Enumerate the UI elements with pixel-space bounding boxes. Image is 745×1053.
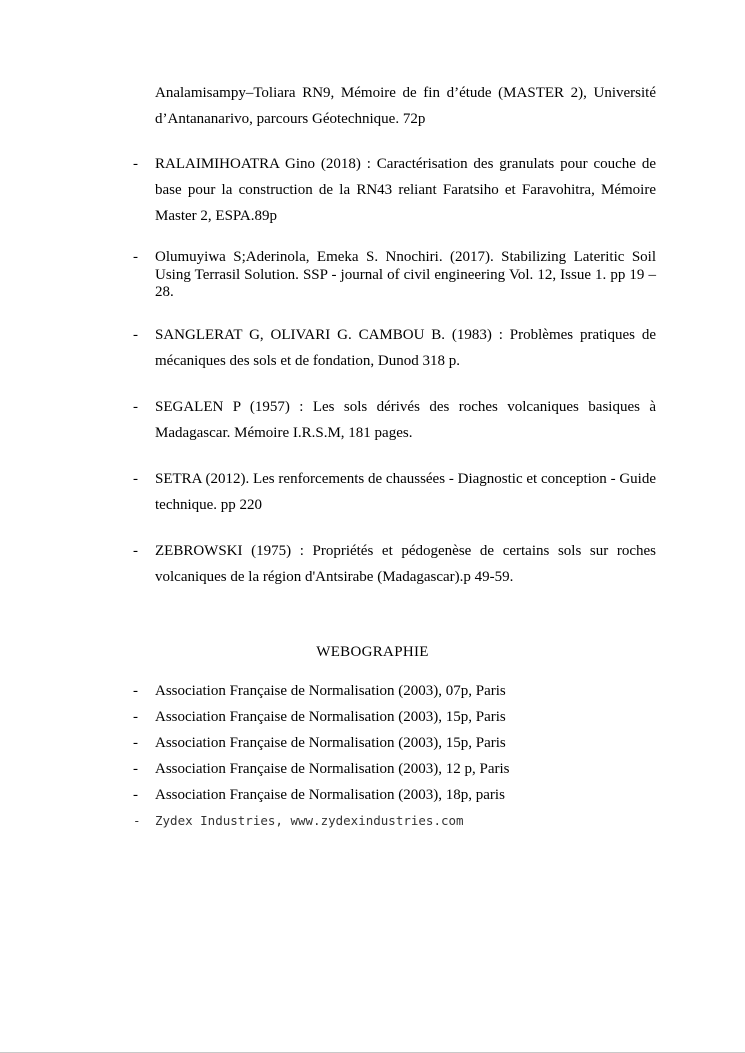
list-dash: - [133,542,138,559]
reference-entry [133,394,656,446]
reference-entry [133,249,656,302]
webography-text: Association Française de Normalisation (2003), 18p, paris [155,786,505,803]
webography-text: Association Française de Normalisation (2003), 15p, Paris [155,734,506,751]
list-dash: - [133,682,138,699]
list-dash: - [133,326,138,343]
reference-text: RALAIMIHOATRA Gino (2018) : Caractérisation des granulats pour couche de base pour la construction de la RN43 reliant Faratsiho et Faravohitra, Mémoire Master 2, ESPA.89p [155,156,656,224]
webography-item [133,704,656,730]
reference-continuation: Analamisampy–Toliara RN9, Mémoire de fin d’étude (MASTER 2), Université d’Antananarivo, parcours Géotechnique. 72p [155,85,656,127]
webography-text: Zydex Industries, www.zydexindustries.com [155,812,464,828]
webography-item [133,678,656,704]
list-dash: - [133,708,138,725]
webographie-heading: WEBOGRAPHIE [316,643,429,660]
list-dash: - [133,760,138,777]
list-dash: - [133,786,138,803]
reference-text: SANGLERAT G, OLIVARI G. CAMBOU B. (1983) : Problèmes pratiques de mécaniques des sols et de fondation, Dunod 318 p. [155,326,656,369]
webography-item [133,756,656,782]
list-dash: - [133,812,141,828]
reference-text: Olumuyiwa S;Aderinola, Emeka S. Nnochiri. (2017). Stabilizing Lateritic Soil Using Terrasil Solution. SSP - journal of civil engineering Vol. 12, Issue 1. pp 19 – 28. [155,249,656,300]
reference-text: SETRA (2012). Les renforcements de chaussées - Diagnostic et conception - Guide technique. pp 220 [155,470,656,513]
webography-item-zydex [133,808,656,834]
webography-item [133,730,656,756]
list-dash: - [133,398,138,415]
webography-text: Association Française de Normalisation (2003), 15p, Paris [155,708,506,725]
list-dash: - [133,734,138,751]
reference-entry [133,151,656,229]
reference-entry [133,538,656,590]
reference-text: ZEBROWSKI (1975) : Propriétés et pédogenèse de certains sols sur roches volcaniques de la région d'Antsirabe (Madagascar).p 49-59. [155,542,656,585]
list-dash: - [133,249,138,265]
reference-entry [133,322,656,374]
reference-text: SEGALEN P (1957) : Les sols dérivés des roches volcaniques basiques à Madagascar. Mémoire I.R.S.M, 181 pages. [155,398,656,441]
webography-text: Association Française de Normalisation (2003), 07p, Paris [155,682,506,699]
list-dash: - [133,470,138,487]
list-dash: - [133,156,138,172]
webography-item [133,782,656,808]
webography-text: Association Française de Normalisation (2003), 12 p, Paris [155,760,510,777]
reference-entry [133,466,656,518]
